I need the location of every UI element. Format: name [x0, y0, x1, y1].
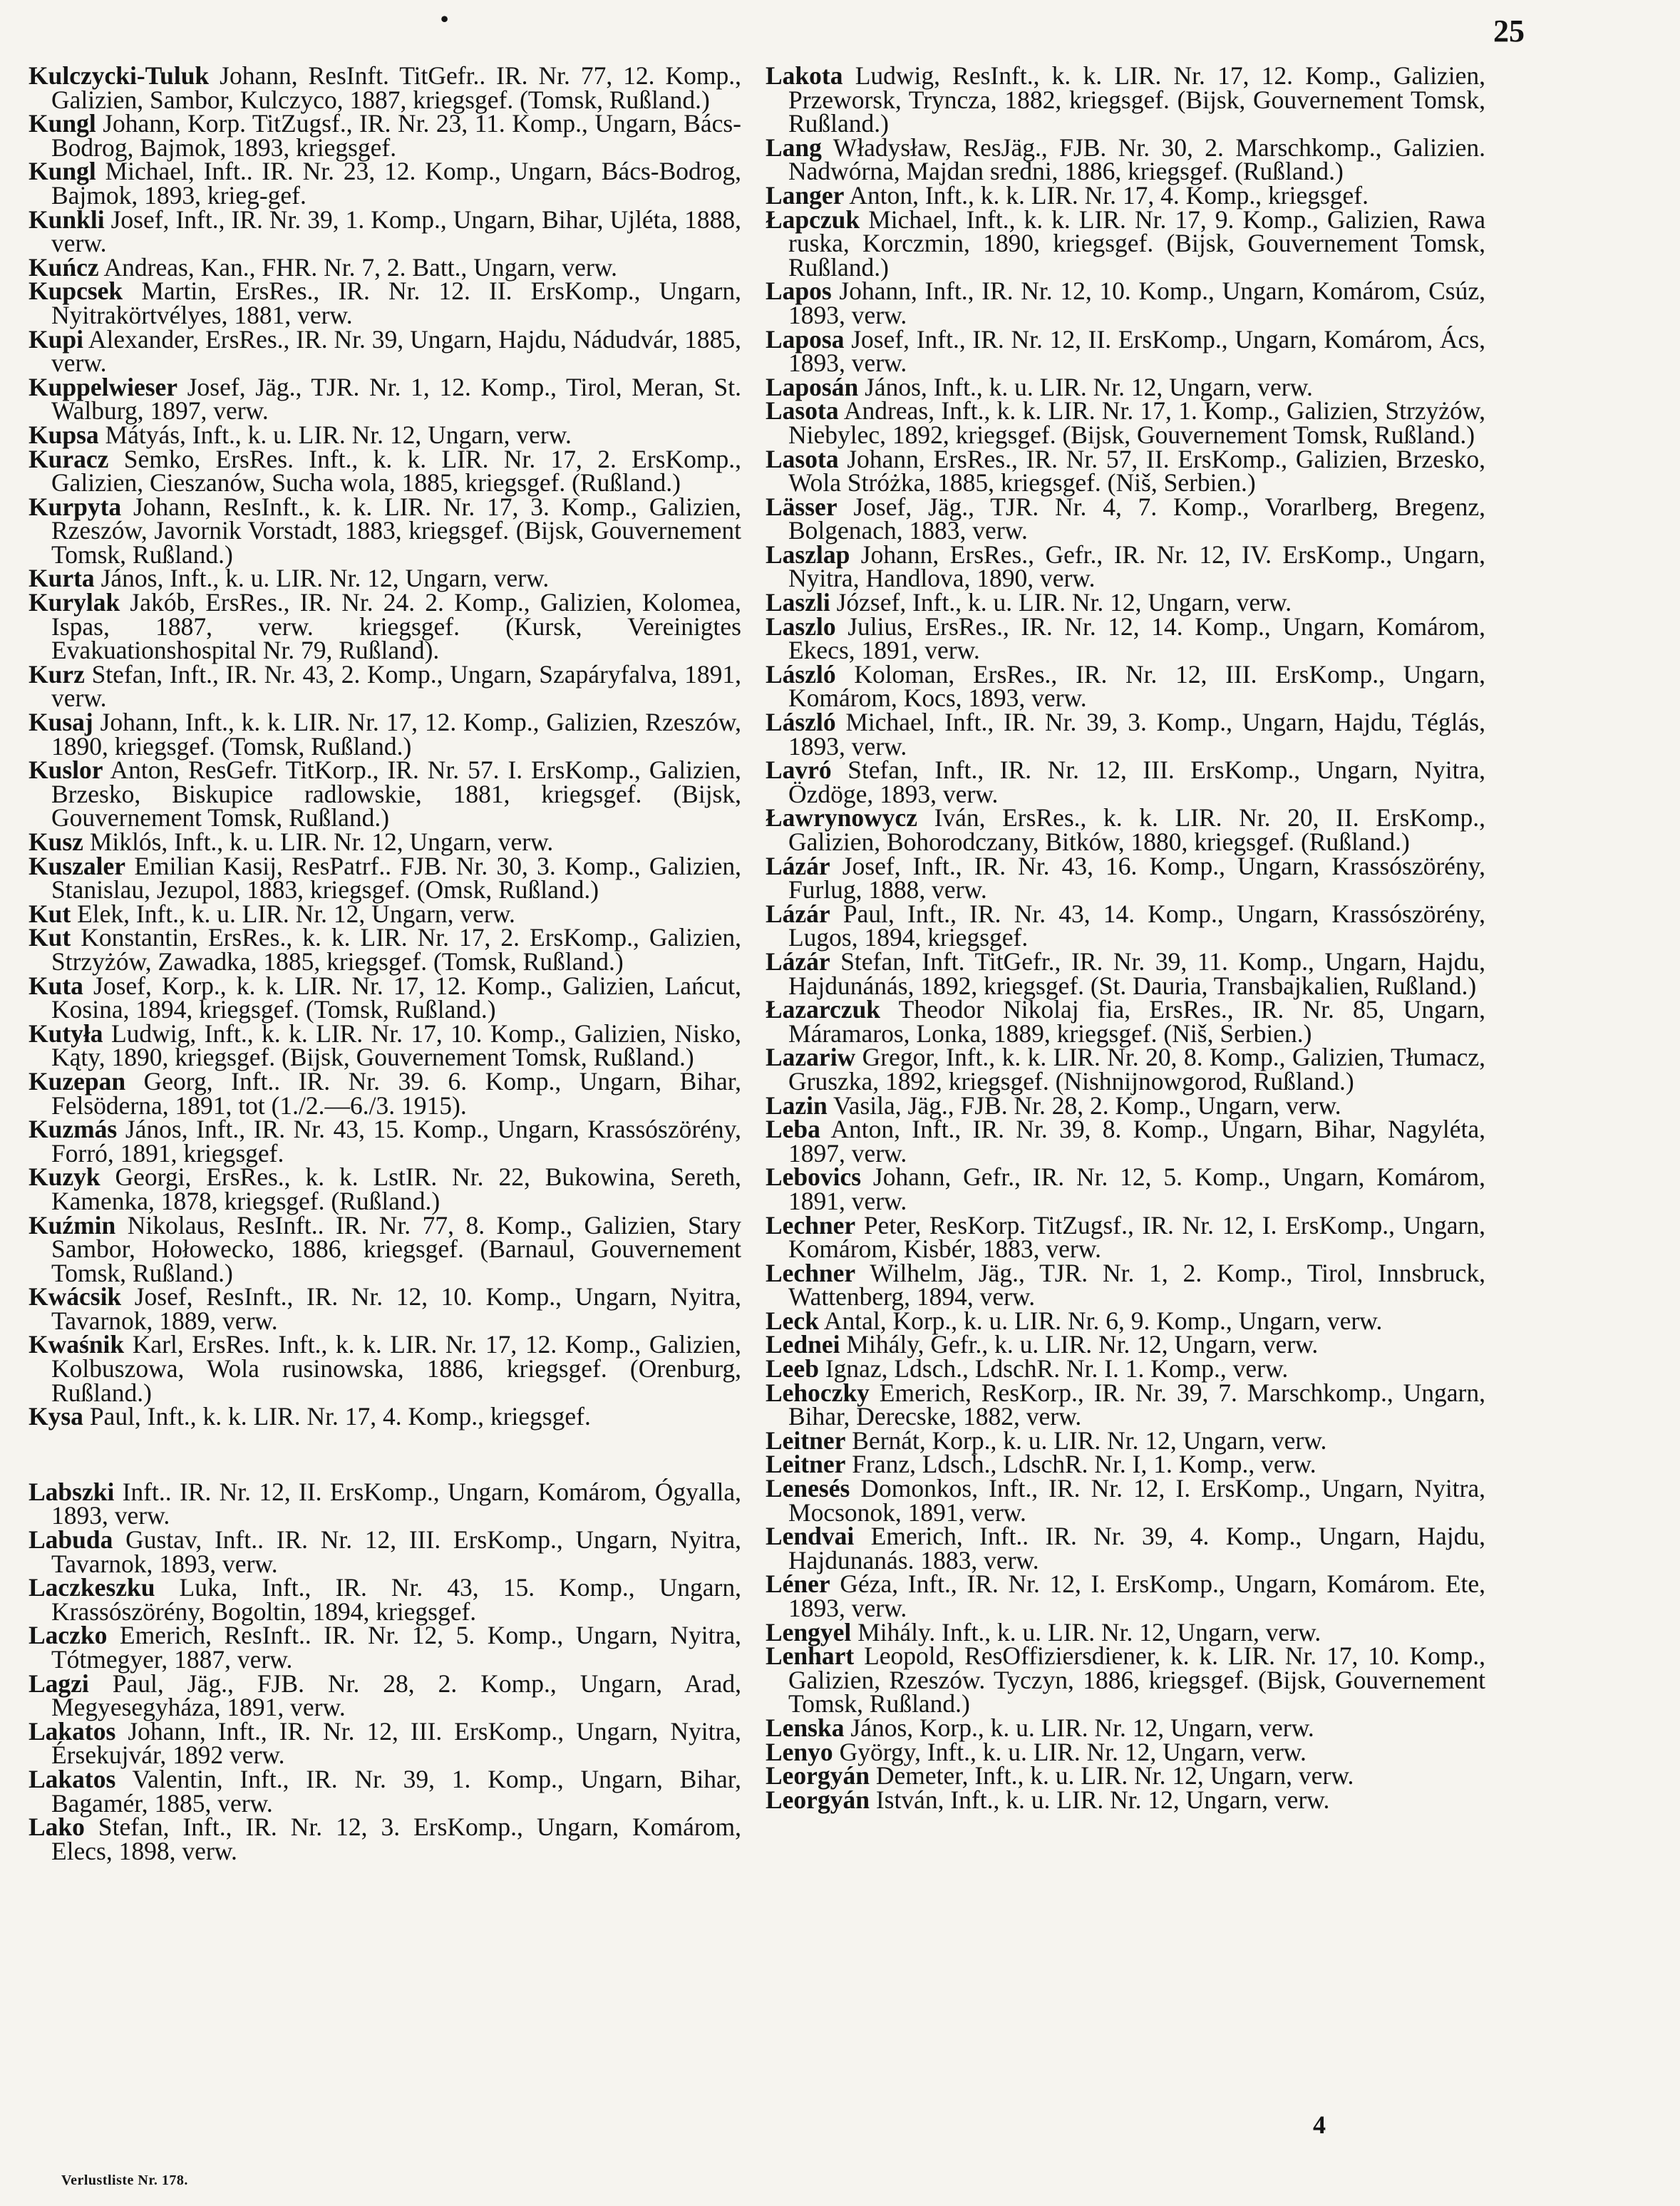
list-entry: [766, 1115, 1485, 1168]
entry-details: Anton, Inft., k. k. LIR. Nr. 17, 4. Komp., kriegsgef.: [844, 180, 1369, 210]
list-entry: [766, 708, 1485, 761]
entry-details: Stefan, Inft. TitGefr., IR. Nr. 39, 11. Komp., Ungarn, Hajdu, Hajdunánás, 1892, kriegsgef. (St. Dauria, Transbajkalien, Rußland.): [788, 947, 1485, 1000]
list-entry: [766, 588, 1485, 617]
list-entry: [766, 612, 1485, 665]
entry-details: Josef, Inft., IR. Nr. 39, 1. Komp., Ungarn, Bihar, Ujléta, 1888, verw.: [51, 205, 741, 258]
entry-surname: Lázár: [766, 851, 830, 880]
list-entry: [766, 899, 1485, 952]
entry-surname: Laczko: [29, 1621, 108, 1650]
entry-details: Georgi, ErsRes., k. k. LstIR. Nr. 22, Bukowina, Sereth, Kamenka, 1878, kriegsgef. (Rußland.): [51, 1163, 741, 1215]
entry-details: Gustav, Inft.. IR. Nr. 12, III. ErsKomp., Ungarn, Nyitra, Tavarnok, 1893, verw.: [51, 1525, 741, 1578]
entry-details: Vasila, Jäg., FJB. Nr. 28, 2. Komp., Ungarn, verw.: [827, 1091, 1341, 1120]
entry-surname: Leorgyán: [766, 1761, 870, 1790]
entry-details: Johann, Inft., IR. Nr. 12, III. ErsKomp., Ungarn, Nyitra, Érsekujvár, 1892 verw.: [51, 1716, 741, 1770]
list-entry: [29, 1477, 741, 1530]
list-entry: [29, 1066, 741, 1120]
list-entry: [766, 995, 1485, 1048]
entry-surname: Kusz: [29, 828, 83, 856]
list-entry: [766, 492, 1485, 545]
list-entry: [29, 1115, 741, 1168]
entry-details: Paul, Inft., k. k. LIR. Nr. 17, 4. Komp., kriegsgef.: [83, 1402, 591, 1431]
entry-details: István, Inft., k. u. LIR. Nr. 12, Ungarn, verw.: [869, 1785, 1330, 1814]
bottom-mark: 4: [1313, 2110, 1326, 2139]
entry-surname: Laszli: [766, 588, 830, 617]
list-entry: [766, 133, 1485, 186]
list-entry: [29, 1525, 741, 1578]
entry-details: János, Inft., IR. Nr. 43, 15. Komp., Ungarn, Krassószörény, Forró, 1891, kriegsgef.: [51, 1115, 741, 1168]
entry-surname: Kurz: [29, 659, 85, 689]
list-entry: [766, 1522, 1485, 1574]
list-entry: [766, 396, 1485, 449]
entry-surname: Lehoczky: [766, 1378, 870, 1407]
entry-surname: Lenhart: [766, 1641, 855, 1671]
entry-surname: Kupsa: [29, 420, 99, 449]
right-column: [766, 61, 1485, 1814]
list-entry: [29, 1210, 741, 1287]
entry-surname: Lapos: [766, 277, 832, 306]
entry-surname: Kut: [29, 899, 71, 928]
list-entry: [766, 1617, 1485, 1646]
entry-details: Anton, Inft., IR. Nr. 39, 8. Komp., Ungarn, Bihar, Nagyléta, 1897, verw.: [788, 1115, 1485, 1168]
entry-details: Domonkos, Inft., IR. Nr. 12, I. ErsKomp., Ungarn, Nyitra, Mocsonok, 1891, verw.: [788, 1474, 1485, 1527]
page-number: 25: [1493, 14, 1525, 48]
list-entry: [29, 252, 741, 282]
entry-details: Mátyás, Inft., k. u. LIR. Nr. 12, Ungarn, verw.: [98, 420, 572, 449]
entry-details: Emilian Kasij, ResPatrf.. FJB. Nr. 30, 3. Komp., Galizien, Stanislau, Jezupol, 1883, kriegsgef. (Omsk, Rußland.): [51, 851, 741, 904]
entry-details: Josef, Inft., IR. Nr. 43, 16. Komp., Ungarn, Krassószörény, Furlug, 1888, verw.: [788, 851, 1485, 904]
list-entry: [766, 279, 1485, 327]
entry-surname: Lenesés: [766, 1474, 850, 1503]
entry-surname: Lagzi: [29, 1669, 89, 1698]
list-entry: [29, 1330, 741, 1407]
entry-surname: Kupcsek: [29, 277, 123, 306]
entry-details: Ludwig, ResInft., k. k. LIR. Nr. 17, 12. Komp., Galizien, Przeworsk, Trynczа, 1882, kriegsgef. (Bijsk, Gouvernement Tomsk, Rußland.): [788, 61, 1485, 138]
entry-details: Michael, Inft.. IR. Nr. 23, 12. Komp., Ungarn, Bács-Bodrog, Bajmok, 1893, krieg-gef.: [51, 157, 741, 210]
entry-surname: Łapczuk: [766, 205, 860, 234]
list-entry: [766, 1330, 1485, 1359]
list-entry: [766, 659, 1485, 713]
list-entry: [29, 756, 741, 833]
entry-details: Josef, ResInft., IR. Nr. 12, 10. Komp., Ungarn, Nyitra, Tavarnok, 1889, verw.: [51, 1282, 741, 1335]
entry-surname: László: [766, 659, 836, 689]
entry-surname: Kut: [29, 923, 71, 952]
list-entry: [29, 588, 741, 665]
list-entry: [766, 1091, 1485, 1120]
entry-surname: Laczkeszku: [29, 1573, 155, 1602]
list-entry: [766, 1713, 1485, 1742]
entry-surname: Labszki: [29, 1477, 115, 1506]
list-entry: [766, 758, 1485, 806]
entry-details: Josef, Jäg., TJR. Nr. 4, 7. Komp., Vorarlberg, Bregenz, Bolgenach, 1883, verw.: [788, 492, 1485, 545]
entry-surname: Lázár: [766, 899, 830, 928]
list-entry: [29, 157, 741, 210]
entry-details: János, Inft., k. u. LIR. Nr. 12, Ungarn, verw.: [858, 372, 1313, 401]
entry-details: Władysław, ResJäg., FJB. Nr. 30, 2. Marschkomp., Galizien. Nadwórna, Majdan sredni, 1886, kriegsgef. (Rußland.): [788, 133, 1485, 186]
list-entry: [29, 1282, 741, 1335]
entry-surname: Lázár: [766, 947, 830, 976]
entry-details: Luka, Inft., IR. Nr. 43, 15. Komp., Ungarn, Krassószörény, Bogoltin, 1894, kriegsgef.: [51, 1573, 741, 1626]
entry-surname: Kusaj: [29, 708, 93, 737]
entry-surname: Lengyel: [766, 1617, 852, 1646]
entry-surname: László: [766, 708, 836, 737]
page-footer: Verlustliste Nr. 178.: [61, 2173, 188, 2188]
list-entry: [766, 372, 1485, 401]
entry-surname: Labuda: [29, 1525, 113, 1555]
entry-details: Miklós, Inft., k. u. LIR. Nr. 12, Ungarn, verw.: [83, 828, 554, 856]
entry-details: Johann, ResInft., k. k. LIR. Nr. 17, 3. Komp., Galizien, Rzeszów, Javornik Vorstadt, 1883, kriegsgef. (Bijsk, Gouvernement Tomsk, Rußland.): [51, 492, 741, 569]
entry-surname: Kwaśnik: [29, 1330, 125, 1359]
entry-details: Johann, ErsRes., IR. Nr. 57, II. ErsKomp., Galizien, Brzesko, Wola Stróżka, 1885, kriegsgef. (Niš, Serbien.): [788, 444, 1485, 498]
entry-surname: Léner: [766, 1570, 830, 1599]
entry-surname: Lenyo: [766, 1737, 833, 1766]
entry-details: Jakób, ErsRes., IR. Nr. 24. 2. Komp., Galizien, Kolomea, Ispas, 1887, verw. kriegsgef. (Kursk, Vereinigtes Evakuationshospital Nr. 79, Rußland).: [51, 588, 741, 665]
entry-surname: Kuslor: [29, 756, 103, 785]
entry-details: Karl, ErsRes. Inft., k. k. LIR. Nr. 17, 12. Komp., Galizien, Kolbuszowa, Wola rusinowska, 1886, kriegsgef. (Orenburg, Rußland.): [51, 1330, 741, 1407]
list-entry: [29, 1165, 741, 1213]
entry-details: Michael, Inft., IR. Nr. 39, 3. Komp., Ungarn, Hajdu, Téglás, 1893, verw.: [788, 708, 1485, 761]
list-entry: [29, 492, 741, 569]
list-entry: [29, 109, 741, 162]
list-entry: [766, 205, 1485, 282]
entry-surname: Lako: [29, 1813, 85, 1842]
entry-surname: Łazarczuk: [766, 995, 881, 1024]
entry-surname: Lakota: [766, 61, 843, 90]
entry-details: Stefan, Inft., IR. Nr. 12, 3. ErsKomp., Ungarn, Komárom, Elecs, 1898, verw.: [51, 1813, 741, 1865]
entry-surname: Lakatos: [29, 1764, 116, 1793]
entry-details: Géza, Inft., IR. Nr. 12, I. ErsKomp., Ungarn, Komárom. Ete, 1893, verw.: [788, 1570, 1485, 1622]
list-entry: [29, 61, 741, 114]
list-entry: [766, 1474, 1485, 1527]
entry-surname: Lazariw: [766, 1043, 856, 1072]
entry-surname: Laposán: [766, 372, 859, 401]
entry-surname: Laszlo: [766, 612, 836, 641]
entry-surname: Lebovics: [766, 1163, 862, 1192]
entry-details: Josef, Korp., k. k. LIR. Nr. 17, 12. Komp., Galizien, Lańcut, Kosina, 1894, kriegsgef. (Tomsk, Rußland.): [51, 971, 741, 1024]
list-entry: [29, 1669, 741, 1722]
list-entry: [766, 1306, 1485, 1335]
list-entry: [29, 1764, 741, 1818]
list-entry: [766, 1378, 1485, 1431]
entry-details: József, Inft., k. u. LIR. Nr. 12, Ungarn, verw.: [830, 588, 1292, 617]
entry-details: György, Inft., k. u. LIR. Nr. 12, Ungarn, verw.: [833, 1737, 1307, 1766]
entry-surname: Lavró: [766, 756, 832, 785]
entry-surname: Lendvai: [766, 1522, 855, 1551]
entry-surname: Kuźmin: [29, 1210, 116, 1239]
entry-surname: Lasota: [766, 396, 839, 426]
list-entry: [766, 1450, 1485, 1479]
entry-surname: Leitner: [766, 1450, 846, 1479]
list-entry: [766, 1258, 1485, 1311]
entry-surname: Laszlap: [766, 540, 850, 569]
entry-surname: Lechner: [766, 1258, 856, 1287]
entry-details: Stefan, Inft., IR. Nr. 43, 2. Komp., Ungarn, Szapáryfalva, 1891, verw.: [51, 659, 741, 713]
entry-surname: Lang: [766, 133, 822, 162]
entry-details: János, Inft., k. u. LIR. Nr. 12, Ungarn, verw.: [94, 564, 550, 593]
entry-details: Demeter, Inft., k. u. LIR. Nr. 12, Ungarn, verw.: [869, 1761, 1354, 1790]
entry-surname: Kuńcz: [29, 252, 99, 282]
entry-details: Josef, Jäg., TJR. Nr. 1, 12. Komp., Tirol, Meran, St. Walburg, 1897, verw.: [51, 372, 741, 426]
list-entry: [29, 279, 741, 327]
list-entry: [29, 1019, 741, 1072]
entry-surname: Ławrynowycz: [766, 803, 917, 833]
list-entry: [766, 61, 1485, 138]
entry-details: Ludwig, Inft., k. k. LIR. Nr. 17, 10. Komp., Galizien, Nisko, Kąty, 1890, kriegsgef. (Bijsk, Gouvernement Tomsk, Rußland.): [51, 1019, 741, 1072]
entry-surname: Lasota: [766, 444, 839, 473]
entry-details: Theodor Nikolaj fia, ErsRes., IR. Nr. 85, Ungarn, Máramaros, Lonka, 1889, kriegsgef. (Niš, Serbien.): [788, 995, 1485, 1048]
entry-surname: Leeb: [766, 1354, 819, 1383]
entry-surname: Kungl: [29, 157, 96, 186]
entry-surname: Kuzepan: [29, 1066, 126, 1096]
list-entry: [29, 1573, 741, 1626]
entry-details: Emerich, Inft.. IR. Nr. 39, 4. Komp., Ungarn, Hajdu, Hajdunanás. 1883, verw.: [788, 1522, 1485, 1574]
entry-surname: Kuppelwieser: [29, 372, 178, 401]
list-entry: [766, 1210, 1485, 1264]
entry-details: Wilhelm, Jäg., TJR. Nr. 1, 2. Komp., Tirol, Innsbruck, Wattenberg, 1894, verw.: [788, 1258, 1485, 1311]
entry-details: Johann, Inft., IR. Nr. 12, 10. Komp., Ungarn, Komárom, Csúz, 1893, verw.: [788, 277, 1485, 329]
list-entry: [766, 1572, 1485, 1620]
entry-details: Johann, Gefr., IR. Nr. 12, 5. Komp., Ungarn, Komárom, 1891, verw.: [788, 1163, 1485, 1215]
list-entry: [29, 1716, 741, 1770]
entry-details: Gregor, Inft., k. k. LIR. Nr. 20, 8. Komp., Galizien, Tłumacz, Gruszka, 1892, kriegsgef. (Nishnijnowgorod, Rußland.): [788, 1043, 1485, 1096]
list-entry: [766, 1354, 1485, 1383]
entry-details: Andreas, Inft., k. k. LIR. Nr. 17, 1. Komp., Galizien, Strzyżów, Niebylec, 1892, kriegsgef. (Bijsk, Gouvernement Tomsk, Rußland.): [788, 396, 1485, 449]
entry-details: Johann, ErsRes., Gefr., IR. Nr. 12, IV. ErsKomp., Ungarn, Nyitra, Handlova, 1890, verw.: [788, 540, 1485, 593]
list-entry: [766, 851, 1485, 904]
list-entry: [29, 205, 741, 258]
entry-details: Paul, Jäg., FJB. Nr. 28, 2. Komp., Ungarn, Arad, Megyesegyháza, 1891, verw.: [51, 1669, 741, 1722]
entry-details: Elek, Inft., k. u. LIR. Nr. 12, Ungarn, verw.: [71, 899, 515, 928]
entry-details: Emerich, ResKorp., IR. Nr. 39, 7. Marschkomp., Ungarn, Bihar, Derecske, 1882, verw.: [788, 1378, 1485, 1431]
entry-details: Iván, ErsRes., k. k. LIR. Nr. 20, II. ErsKomp., Galizien, Bohorodczany, Bitków, 1880, kriegsgef. (Rußland.): [788, 803, 1485, 856]
list-entry: [29, 971, 741, 1024]
entry-surname: Kurta: [29, 564, 95, 593]
list-entry: [29, 830, 741, 855]
entry-details: Inft.. IR. Nr. 12, II. ErsKomp., Ungarn, Komárom, Ógyalla, 1893, verw.: [51, 1477, 741, 1530]
entry-details: Georg, Inft.. IR. Nr. 39. 6. Komp., Ungarn, Bihar, Felsöderna, 1891, tot (1./2.—6./3. 1915).: [51, 1066, 741, 1120]
entry-surname: Kuracz: [29, 444, 109, 473]
entry-surname: Kurpyta: [29, 492, 122, 521]
entry-details: Mihály. Inft., k. u. LIR. Nr. 12, Ungarn, verw.: [851, 1617, 1321, 1646]
list-entry: [29, 564, 741, 593]
list-entry: [766, 1761, 1485, 1790]
entry-surname: Kupi: [29, 324, 83, 354]
entry-details: Alexander, ErsRes., IR. Nr. 39, Ungarn, Hajdu, Nádudvár, 1885, verw.: [51, 324, 741, 378]
entry-details: Bernát, Korp., k. u. LIR. Nr. 12, Ungarn, verw.: [845, 1426, 1327, 1455]
entry-surname: Lednei: [766, 1330, 840, 1359]
list-entry: [29, 420, 741, 449]
list-entry: [29, 659, 741, 713]
entry-details: Emerich, ResInft.. IR. Nr. 12, 5. Komp., Ungarn, Nyitra, Tótmegyer, 1887, verw.: [51, 1621, 741, 1674]
entry-details: Nikolaus, ResInft.. IR. Nr. 77, 8. Komp., Galizien, Stary Sambor, Hołowecko, 1886, kriegsgef. (Barnaul, Gouvernement Tomsk, Rußland.): [51, 1210, 741, 1287]
entry-surname: Kungl: [29, 109, 96, 138]
list-entry: [766, 1043, 1485, 1096]
list-entry: [766, 180, 1485, 210]
entry-surname: Kuta: [29, 971, 83, 1000]
entry-details: Johann, Inft., k. k. LIR. Nr. 17, 12. Komp., Galizien, Rzeszów, 1890, kriegsgef. (Tomsk, Rußland.): [51, 708, 741, 761]
entry-surname: Kuzmás: [29, 1115, 118, 1144]
entry-details: Konstantin, ErsRes., k. k. LIR. Nr. 17, 2. ErsKomp., Galizien, Strzyżów, Zawadka, 1885, kriegsgef. (Tomsk, Rußland.): [51, 923, 741, 976]
list-entry: [766, 1426, 1485, 1455]
list-entry: [29, 444, 741, 498]
entry-surname: Kulczycki-Tuluk: [29, 61, 210, 90]
entry-details: Andreas, Kan., FHR. Nr. 7, 2. Batt., Ungarn, verw.: [98, 252, 617, 282]
entry-surname: Kuzyk: [29, 1163, 101, 1192]
entry-surname: Lechner: [766, 1210, 856, 1239]
entry-surname: Langer: [766, 180, 845, 210]
entry-surname: Leba: [766, 1115, 820, 1144]
entry-details: Leopold, ResOffiziersdiener, k. k. LIR. Nr. 17, 10. Komp., Galizien, Rzeszów. Tyczyn, 1886, kriegsgef. (Bijsk, Gouvernement Tomsk, Rußland.): [788, 1641, 1485, 1718]
list-entry: [766, 1165, 1485, 1213]
list-entry: [29, 324, 741, 378]
entry-surname: Lazin: [766, 1091, 828, 1120]
entry-details: Antal, Korp., k. u. LIR. Nr. 6, 9. Komp., Ungarn, verw.: [818, 1306, 1383, 1335]
entry-surname: Kutyła: [29, 1019, 103, 1048]
entry-details: Johann, Korp. TitZugsf., IR. Nr. 23, 11. Komp., Ungarn, Bács-Bodrog, Bajmok, 1893, kriegsgef.: [51, 109, 741, 162]
list-entry: [29, 708, 741, 761]
entry-surname: Leorgyán: [766, 1785, 870, 1814]
entry-surname: Kwácsik: [29, 1282, 122, 1311]
entry-surname: Leck: [766, 1306, 819, 1335]
section-gap: [29, 1429, 741, 1480]
entry-surname: Lenska: [766, 1713, 845, 1742]
entry-details: Ignaz, Ldsch., LdschR. Nr. I. 1. Komp., verw.: [818, 1354, 1289, 1383]
entry-details: Mihály, Gefr., k. u. LIR. Nr. 12, Ungarn, verw.: [840, 1330, 1319, 1359]
list-entry: [766, 1737, 1485, 1766]
list-entry: [766, 444, 1485, 498]
list-entry: [29, 899, 741, 928]
entry-details: János, Korp., k. u. LIR. Nr. 12, Ungarn, verw.: [844, 1713, 1314, 1742]
list-entry: [29, 1621, 741, 1674]
entry-surname: Kunkli: [29, 205, 105, 234]
list-entry: [29, 923, 741, 976]
top-mark: •: [440, 6, 449, 31]
entry-details: Josef, Inft., IR. Nr. 12, II. ErsKomp., Ungarn, Komárom, Ács, 1893, verw.: [788, 324, 1485, 378]
entry-details: Michael, Inft., k. k. LIR. Nr. 17, 9. Komp., Galizien, Rawa ruska, Korczmin, 1890, kriegsgef. (Bijsk, Gouvernement Tomsk, Rußland.): [788, 205, 1485, 282]
list-entry: [29, 1402, 741, 1431]
list-entry: [29, 372, 741, 426]
entry-details: Anton, ResGefr. TitKorp., IR. Nr. 57. I. ErsKomp., Galizien, Brzesko, Biskupice radlowskie, 1881, kriegsgef. (Bijsk, Gouvernement Tomsk, Rußland.): [51, 756, 741, 833]
entry-surname: Kurylak: [29, 588, 120, 617]
list-entry: [766, 803, 1485, 856]
entry-surname: Leitner: [766, 1426, 846, 1455]
entry-details: Koloman, ErsRes., IR. Nr. 12, III. ErsKomp., Ungarn, Komárom, Kocs, 1893, verw.: [788, 659, 1485, 713]
entry-details: Paul, Inft., IR. Nr. 43, 14. Komp., Ungarn, Krassószörény, Lugos, 1894, kriegsgef.: [788, 899, 1485, 952]
entry-details: Martin, ErsRes., IR. Nr. 12. II. ErsKomp., Ungarn, Nyitrakörtvélyes, 1881, verw.: [51, 277, 741, 329]
entry-details: Stefan, Inft., IR. Nr. 12, III. ErsKomp., Ungarn, Nyitra, Özdöge, 1893, verw.: [788, 756, 1485, 808]
entry-details: Franz, Ldsch., LdschR. Nr. I, 1. Komp., verw.: [845, 1450, 1316, 1479]
list-entry: [766, 1785, 1485, 1814]
entry-details: Johann, ResInft. TitGefr.. IR. Nr. 77, 12. Komp., Galizien, Sambor, Kulczyco, 1887, kriegsgef. (Tomsk, Rußland.): [51, 61, 741, 114]
list-entry: [766, 540, 1485, 593]
left-column: [29, 61, 741, 1865]
list-entry: [766, 947, 1485, 1000]
entry-surname: Kuszaler: [29, 851, 126, 880]
entry-details: Peter, ResKorp. TitZugsf., IR. Nr. 12, I. ErsKomp., Ungarn, Komárom, Kisbér, 1883, verw.: [788, 1210, 1485, 1264]
list-entry: [766, 324, 1485, 378]
list-entry: [29, 1815, 741, 1863]
entry-details: Julius, ErsRes., IR. Nr. 12, 14. Komp., Ungarn, Komárom, Ekecs, 1891, verw.: [788, 612, 1485, 665]
list-entry: [29, 851, 741, 904]
entry-details: Semko, ErsRes. Inft., k. k. LIR. Nr. 17, 2. ErsKomp., Galizien, Cieszanów, Sucha wola, 1885, kriegsgef. (Rußland.): [51, 444, 741, 498]
entry-surname: Lakatos: [29, 1716, 116, 1746]
entry-surname: Kysa: [29, 1402, 83, 1431]
entry-details: Valentin, Inft., IR. Nr. 39, 1. Komp., Ungarn, Bihar, Bagamér, 1885, verw.: [51, 1764, 741, 1818]
entry-surname: Laposa: [766, 324, 845, 354]
entry-surname: Lässer: [766, 492, 838, 521]
list-entry: [766, 1641, 1485, 1718]
